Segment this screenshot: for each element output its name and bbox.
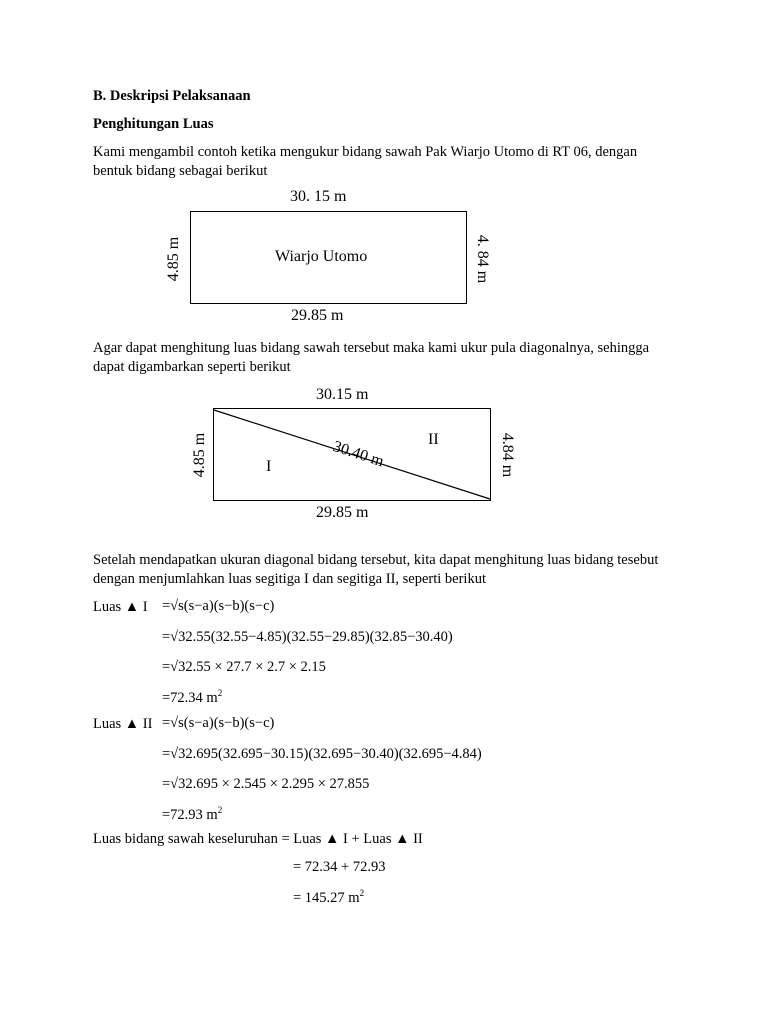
figure1-left-label: 4.85 m <box>165 236 182 282</box>
calculation-intro-paragraph: Setelah mendapatkan ukuran diagonal bidang tersebut, kita dapat menghitung luas bidang tesebut dengan menjumlahkan luas segitiga I dan segitiga II, seperti berikut <box>93 552 659 587</box>
figure2-right-label: 4.84 m <box>499 432 516 478</box>
figure1-bottom-label: 29.85 m <box>291 307 344 324</box>
calc1-step2: =√32.55 × 27.7 × 2.7 × 2.15 <box>162 659 326 675</box>
triangle-2-label: II <box>428 431 439 448</box>
intro-paragraph: Kami mengambil contoh ketika mengukur bidang sawah Pak Wiarjo Utomo di RT 06, dengan bentuk bidang sebagai berikut <box>93 144 638 179</box>
calc2-step2: =√32.695 × 2.545 × 2.295 × 27.855 <box>162 776 370 792</box>
calc1-result-exponent: 2 <box>217 688 223 698</box>
figure2-diagonal-label: 30.40 m <box>330 438 386 471</box>
middle-paragraph: Agar dapat menghitung luas bidang sawah tersebut maka kami ukur pula diagonalnya, sehingga dapat digambarkan seperti berikut <box>93 340 650 375</box>
total-line-3 <box>293 888 364 907</box>
total-line-2: = 72.34 + 72.93 <box>293 859 386 875</box>
calc2-result-exponent: 2 <box>217 805 223 815</box>
triangle-1-label: I <box>266 458 272 475</box>
total-result-value: = 145.27 m <box>293 889 360 906</box>
calc1-result <box>162 688 222 707</box>
subsection-title: Penghitungan Luas <box>93 116 214 132</box>
figure2-bottom-label: 29.85 m <box>316 504 369 521</box>
calc2-formula: =√s(s−a)(s−b)(s−c) <box>162 715 275 731</box>
figure2-top-label: 30.15 m <box>316 386 369 403</box>
total-line-1: Luas bidang sawah keseluruhan = Luas ▲ I + Luas ▲ II <box>93 831 423 847</box>
calc2-label: Luas ▲ II <box>93 716 153 732</box>
figure1-top-label: 30. 15 m <box>290 188 347 205</box>
calc2-step1: =√32.695(32.695−30.15)(32.695−30.40)(32.695−4.84) <box>162 746 482 762</box>
figure1-right-label: 4. 84 m <box>474 234 491 284</box>
calc1-label: Luas ▲ I <box>93 599 148 615</box>
figure2-left-label: 4.85 m <box>191 432 208 478</box>
total-result-exponent: 2 <box>359 888 365 898</box>
calc2-result-value: =72.93 m <box>162 806 218 823</box>
figure1-owner-label: Wiarjo Utomo <box>275 248 368 265</box>
section-title: B. Deskripsi Pelaksanaan <box>93 88 251 104</box>
calc1-step1: =√32.55(32.55−4.85)(32.55−29.85)(32.85−30.40) <box>162 629 453 645</box>
calc1-result-value: =72.34 m <box>162 689 218 706</box>
calc1-formula: =√s(s−a)(s−b)(s−c) <box>162 598 275 614</box>
calc2-result <box>162 805 222 824</box>
